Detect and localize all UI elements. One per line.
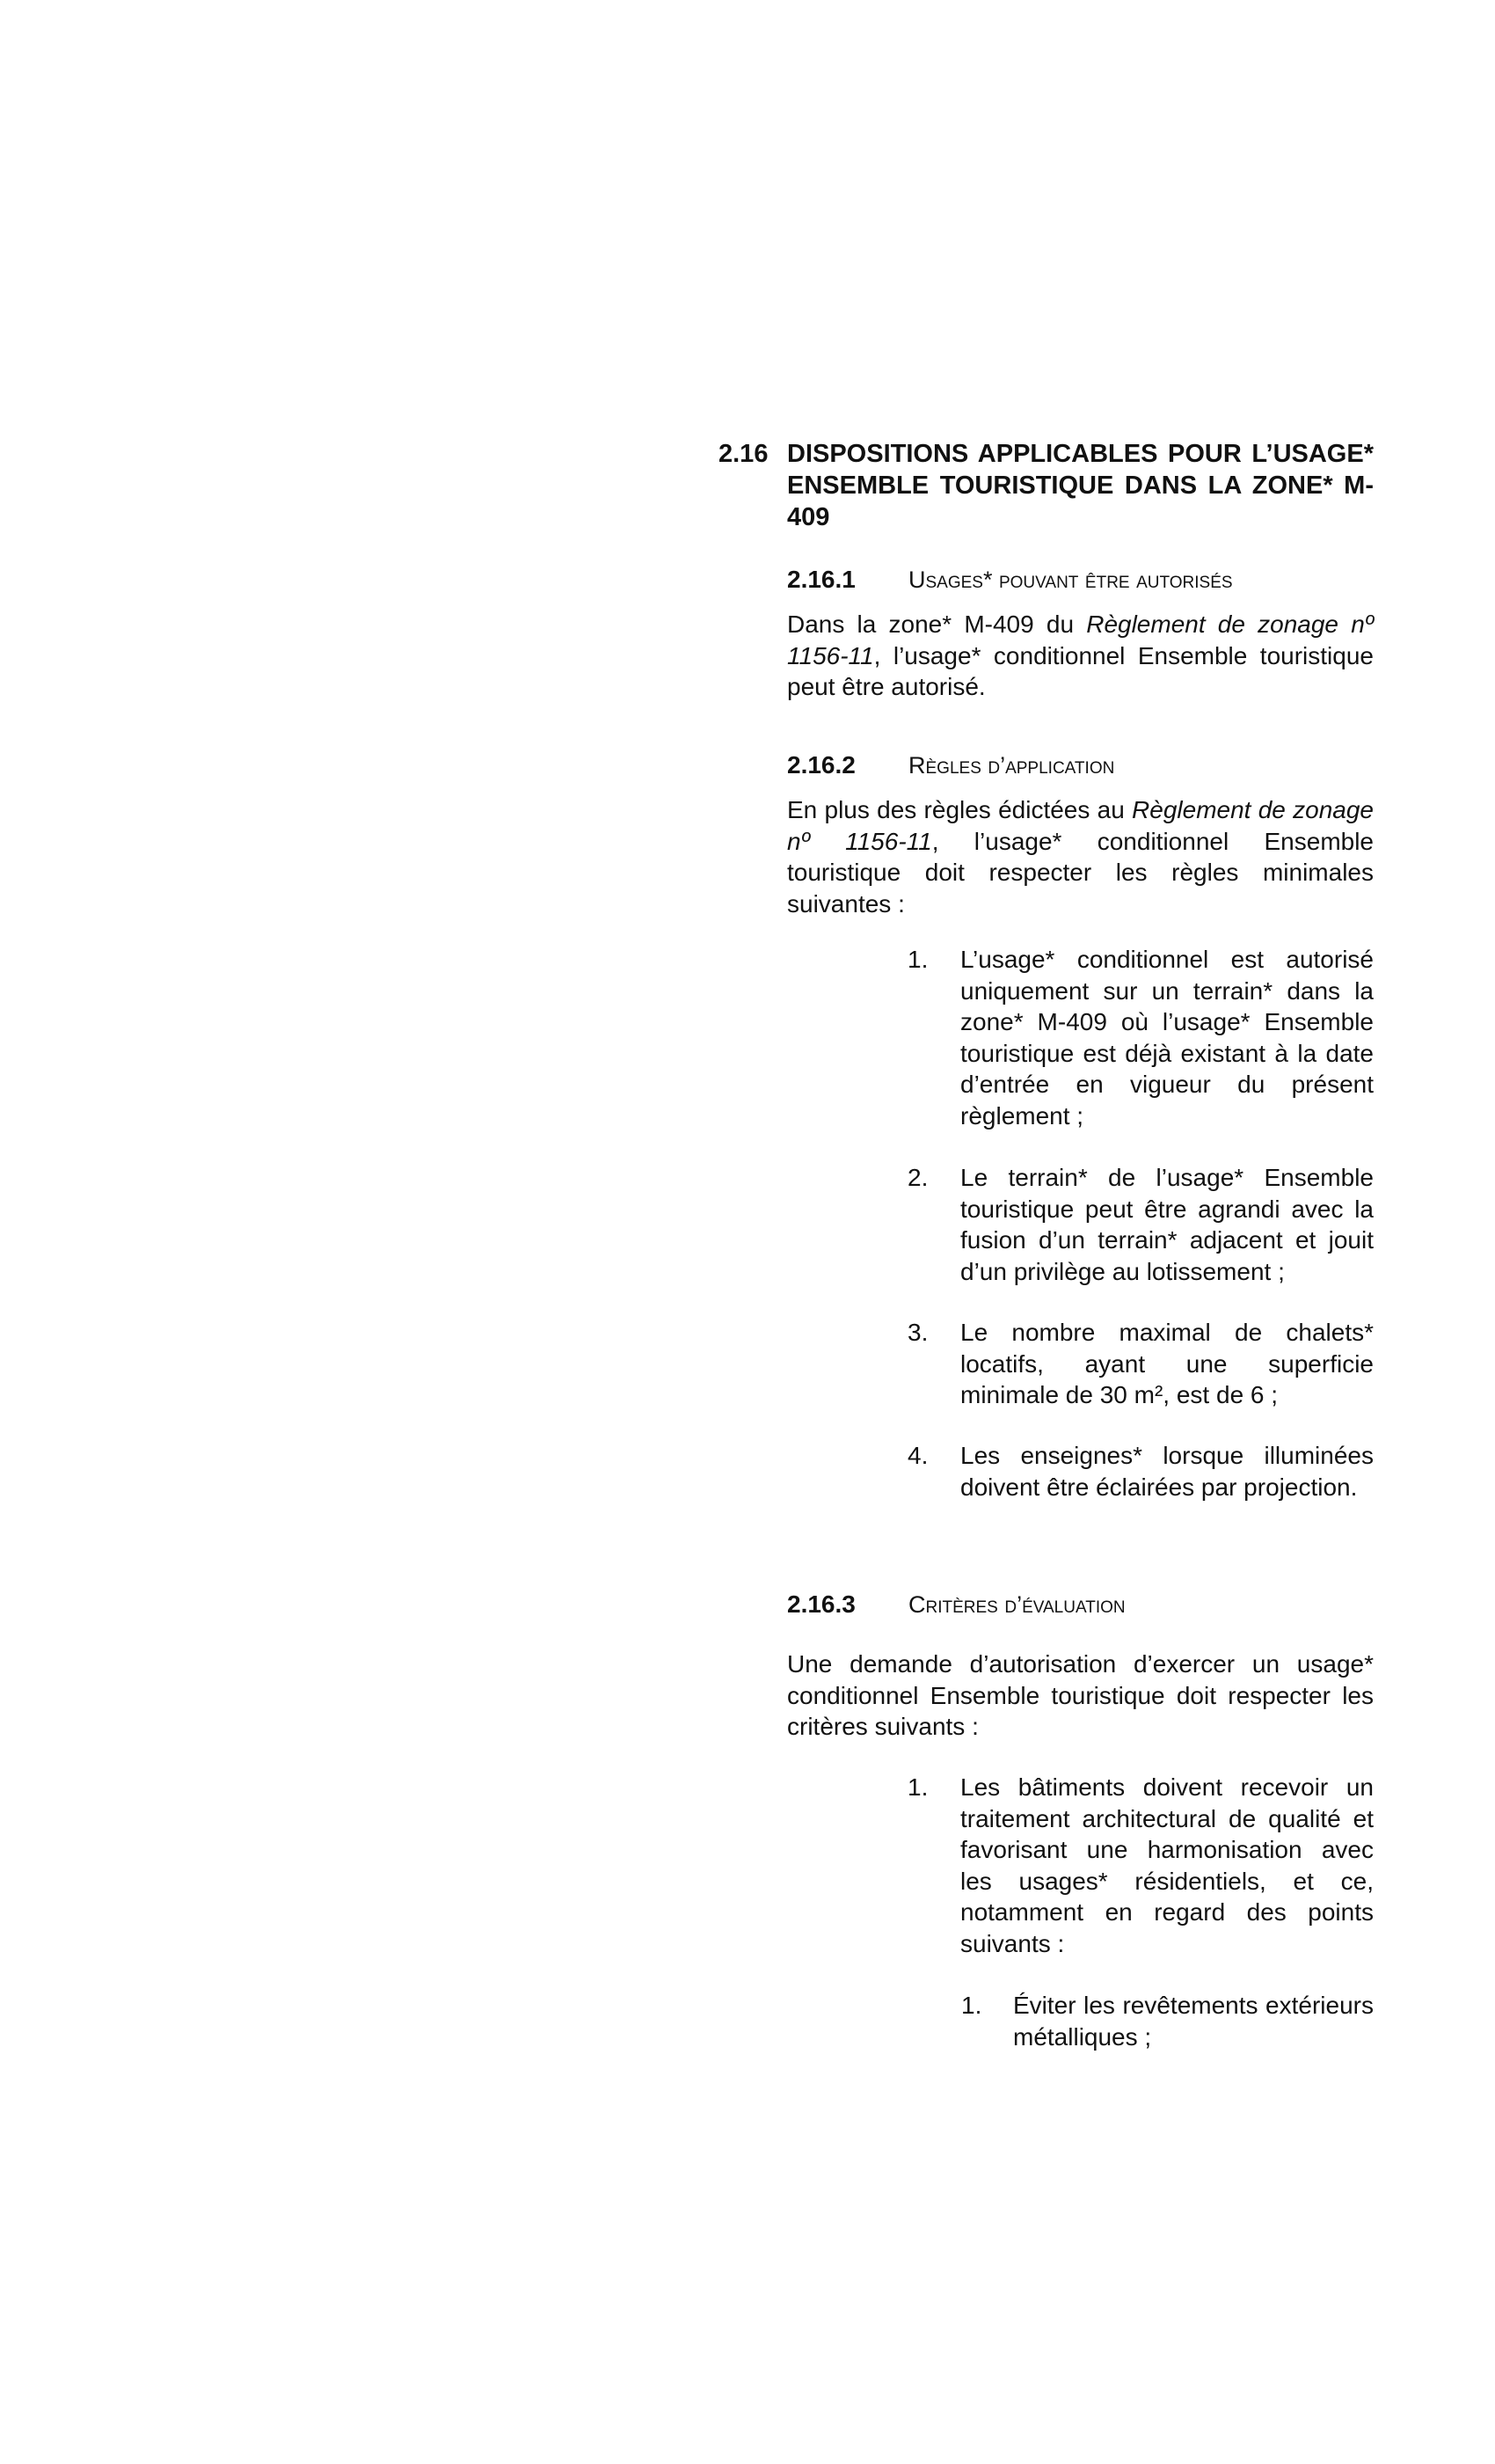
list-number: 4. (908, 1442, 929, 1469)
list-number: 3. (908, 1319, 929, 1346)
paragraph-text: , l’usage* conditionnel Ensemble touristique doit respecter les règles minimales suivantes : (787, 827, 1375, 918)
list-text: Le terrain* de l’usage* Ensemble touristique peut être agrandi avec la fusion d’un terrain* adjacent et jouit d’un privilège au lotissement ; (960, 1164, 1374, 1285)
list-text: Les enseignes* lorsque illuminées doivent être éclairées par projection. (960, 1442, 1374, 1501)
subsection-number: 2.16.1 (787, 566, 856, 593)
subsection-title: Usages* pouvant être autorisés (908, 567, 1233, 593)
list-text: Les bâtiments doivent recevoir un traitement architectural de qualité et favorisant une harmonisation avec les usages* résidentiels, et ce, notamment en regard des points suivants : (960, 1773, 1374, 1957)
paragraph-2-16-1 (787, 609, 1374, 703)
list-number: 1. (908, 1773, 929, 1801)
regulation-reference: Règlement de zonage nº 1156-11 (787, 796, 1374, 855)
subsection-number: 2.16.2 (787, 751, 856, 779)
section-number: 2.16 (718, 440, 769, 468)
list-number: 1. (961, 1992, 982, 2019)
paragraph-text: , l’usage* conditionnel Ensemble touristique peut être autorisé. (787, 641, 1374, 700)
list-text: L’usage* conditionnel est autorisé uniquement sur un terrain* dans la zone* M-409 où l’usage* Ensemble touristique est déjà existant à la date d’entrée en vigueur du présent règlement ; (960, 946, 1374, 1130)
subsection-number: 2.16.3 (787, 1590, 856, 1618)
paragraph-2-16-2 (787, 794, 1374, 919)
paragraph-2-16-3: Une demande d’autorisation d’exercer un usage* conditionnel Ensemble touristique doit respecter les critères suivants : (787, 1650, 1374, 1740)
regulation-reference: Règlement de zonage nº 1156-11 (787, 611, 1374, 669)
paragraph-text: En plus des règles édictées au (787, 796, 1133, 823)
subsection-title: Critères d’évaluation (908, 1591, 1126, 1618)
list-number: 1. (908, 946, 929, 973)
paragraph-text: Dans la zone* M-409 du (787, 611, 1087, 638)
subsection-title: Règles d’application (908, 752, 1115, 779)
list-text: Éviter les revêtements extérieurs métalliques ; (1013, 1992, 1374, 2051)
section-title: DISPOSITIONS APPLICABLES POUR L’USAGE* ENSEMBLE TOURISTIQUE DANS LA ZONE* M-409 (787, 440, 1374, 531)
list-text: Le nombre maximal de chalets* locatifs, ayant une superficie minimale de 30 m², est de 6 ; (960, 1319, 1374, 1408)
list-number: 2. (908, 1164, 929, 1191)
